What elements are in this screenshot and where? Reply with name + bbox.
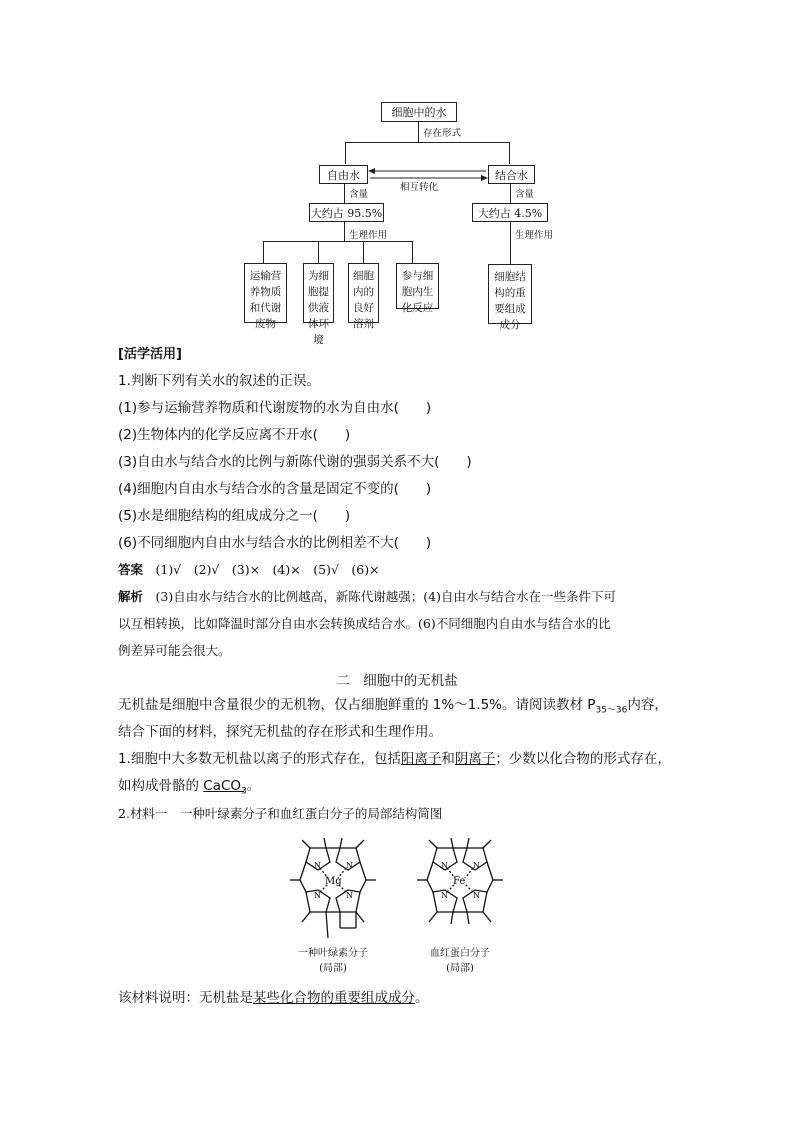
question-item-6: (6)不同细胞内自由水与结合水的比例相差不大( ) <box>118 535 432 551</box>
para-2-line-2: 如构成骨骼的 CaCO$_3$。 <box>118 778 261 797</box>
hemoglobin-caption: 血红蛋白分子 (局部) <box>430 948 490 974</box>
label-content-left: 含量 <box>349 189 369 200</box>
question-item-1: (1)参与运输营养物质和代谢废物的水为自由水( ) <box>118 400 432 416</box>
chlorophyll-n-1: N <box>314 861 321 870</box>
node-pct-bound: 大约占 4.5% <box>472 203 548 222</box>
chlorophyll-n-3: N <box>314 891 321 900</box>
question-title: 1.判断下列有关水的叙述的正误。 <box>118 373 320 389</box>
anion-answer: 阴离子 <box>454 751 496 767</box>
node-cell-water: 细胞中的水 <box>381 102 457 122</box>
hemoglobin-n-1: N <box>441 861 448 870</box>
role-environment: 为细 胞提 供液 体环 境 <box>303 263 334 323</box>
chlorophyll-n-2: N <box>346 861 353 870</box>
question-item-3: (3)自由水与结合水的比例与新陈代谢的强弱关系不大( ) <box>118 454 472 470</box>
label-func-left: 生理作用 <box>349 230 388 241</box>
conclusion-answer: 某些化合物的重要组成成分 <box>253 990 415 1006</box>
mg-label: Mg <box>325 876 342 887</box>
question-item-4: (4)细胞内自由水与结合水的含量是固定不变的( ) <box>118 481 432 497</box>
answer-text: (1)√ (2)√ (3)× (4)× (5)√ (6)× <box>155 562 380 577</box>
analysis-line-2: 以互相转换，比如降温时部分自由水会转换成结合水。(6)不同细胞内自由水与结合水的比 <box>118 616 611 631</box>
para-2-line-1: 1.细胞中大多数无机盐以离子的形式存在，包括阳离子和阴离子；少数以化合物的形式存在， <box>118 751 671 767</box>
role-reaction: 参与细 胞内生 化反应 <box>396 263 439 309</box>
node-bound-water: 结合水 <box>488 165 535 184</box>
para-1-line-2: 结合下面的材料，探究无机盐的存在形式和生理作用。 <box>118 724 442 740</box>
role-structure: 细胞结 构的重 要组成 成分 <box>488 264 532 324</box>
label-mutual: 相互转化 <box>400 182 439 193</box>
role-transport: 运输营 养物质 和代谢 废物 <box>244 263 287 323</box>
hemoglobin-n-4: N <box>473 891 480 900</box>
material-title: 2.材料一 一种叶绿素分子和血红蛋白分子的局部结构简图 <box>118 806 443 821</box>
fe-label: Fe <box>453 876 466 887</box>
hemoglobin-n-3: N <box>441 891 448 900</box>
answer-line: 答案 (1)√ (2)√ (3)× (4)× (5)√ (6)× <box>118 562 380 577</box>
analysis-line-3: 例差异可能会很大。 <box>118 643 231 658</box>
node-pct-free: 大约占 95.5% <box>309 203 384 222</box>
node-free-water: 自由水 <box>319 165 368 184</box>
caco3-answer: CaCO$_3$ <box>203 778 247 797</box>
chlorophyll-n-4: N <box>346 891 353 900</box>
hemoglobin-n-2: N <box>473 861 480 870</box>
cation-answer: 阳离子 <box>400 751 442 767</box>
chlorophyll-figure <box>278 830 388 940</box>
question-item-5: (5)水是细胞结构的组成成分之一( ) <box>118 508 351 524</box>
section-title: 二 细胞中的无机盐 <box>336 673 458 689</box>
practice-heading: [活学活用] <box>118 347 182 362</box>
question-item-2: (2)生物体内的化学反应离不开水( ) <box>118 427 351 443</box>
hemoglobin-figure <box>405 830 515 940</box>
role-solvent: 细胞 内的 良好 溶剂 <box>348 263 379 323</box>
analysis-line-1: 解析 (3)自由水与结合水的比例越高，新陈代谢越强；(4)自由水与结合水在一些条件下可 <box>118 589 616 604</box>
label-exist-form: 存在形式 <box>423 128 462 139</box>
chlorophyll-caption: 一种叶绿素分子 (局部) <box>298 948 368 974</box>
label-content-right: 含量 <box>515 189 535 200</box>
label-func-right: 生理作用 <box>515 230 554 241</box>
conclusion: 该材料说明：无机盐是某些化合物的重要组成成分。 <box>118 990 429 1006</box>
para-1-line-1: 无机盐是细胞中含量很少的无机物，仅占细胞鲜重的 1%～1.5%。请阅读教材 $P_{35\sim 36}$内容， <box>118 697 668 716</box>
